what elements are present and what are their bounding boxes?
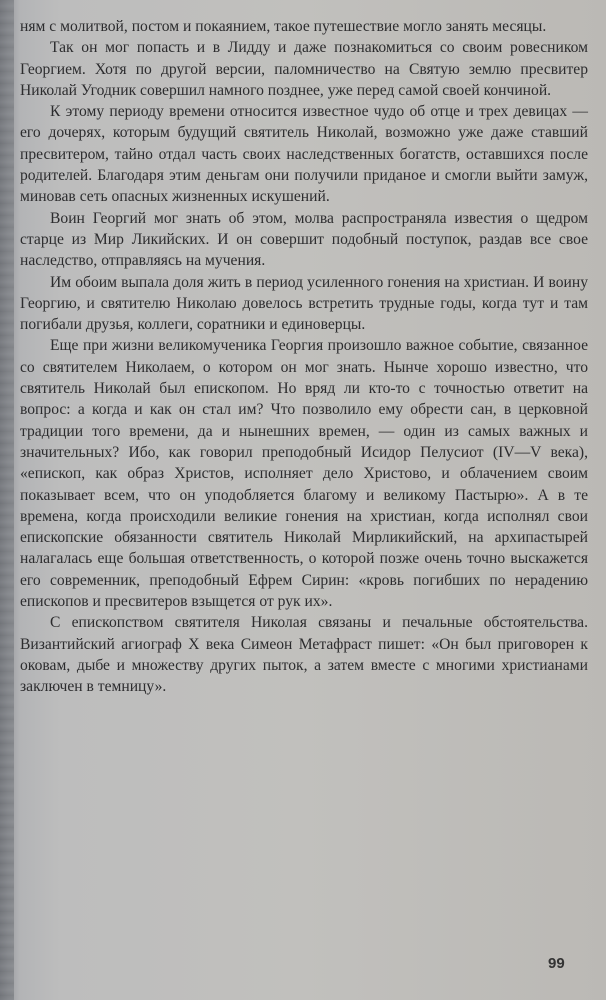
paragraph: Еще при жизни великомученика Георгия произошло важное событие, связанное со святителем Николаем, о котором он мог знать. Нынче хорошо известно, что святитель Николай был епископом. Но вряд ли кто-то с точностью ответит на вопрос: а когда и как он стал им? Что позволило ему обрести сан, в церковной традиции того времени, да и нынешних времен, — один из самых важных и значительных? Ибо, как говорил преподобный Исидор Пелусиот (IV—V века), «епископ, как образ Христов, исполняет дело Христово, и облачением своим показывает всем, что он уподобляется благому и великому Пастырю». А в те времена, когда происходили великие гонения на христиан, когда исполнял свои епископские обязанности святитель Николай Мирликийский, на архипастырей налагалась еще большая ответственность, о которой позже очень точно выскажется его современник, преподобный Ефрем Сирин: «кровь погибших по нерадению епископов и пресвитеров взыщется от рук их». (20, 337, 588, 611)
paragraph: Им обоим выпала доля жить в период усиленного гонения на христиан. И воину Георгию, и святителю Николаю довелось встретить трудные годы, когда тут и там погибали друзья, коллеги, соратники и единоверцы. (20, 273, 588, 334)
paragraph: Так он мог попасть и в Лидду и даже познакомиться со своим ровесником Георгием. Хотя по другой версии, паломничество на Святую землю пресвитер Николай Угодник совершил намного позднее, уже перед самой своей кончиной. (20, 39, 588, 99)
paragraph: Воин Георгий мог знать об этом, молва распространяла известия о щедром старце из Мир Ликийских. И он совершит подобный поступок, раздав все свое наследство, отправляясь на мучения. (20, 209, 588, 270)
paragraph: К этому периоду времени относится известное чудо об отце и трех девицах — его дочерях, которым будущий святитель Николай, возможно уже даже ставший пресвитером, тайно отдал часть своих наследственных богатств, оставшихся после родителей. Благодаря этим деньгам они получили приданое и смогли выйти замуж, миновав сеть опасных жизненных искушений. (20, 103, 588, 206)
paragraph: С епископством святителя Николая связаны и печальные обстоятельства. Византийский агиограф X века Симеон Метафраст пишет: «Он был приговорен к оковам, дыбе и множеству других пыток, а затем вместе с многими христианами заключен в темницу». (20, 614, 588, 696)
body-text (20, 16, 588, 698)
book-spine-shadow (0, 0, 14, 1000)
page-number: 99 (548, 955, 565, 972)
paragraph: ням с молитвой, постом и покаянием, такое путешествие могло занять месяцы. (20, 18, 547, 35)
